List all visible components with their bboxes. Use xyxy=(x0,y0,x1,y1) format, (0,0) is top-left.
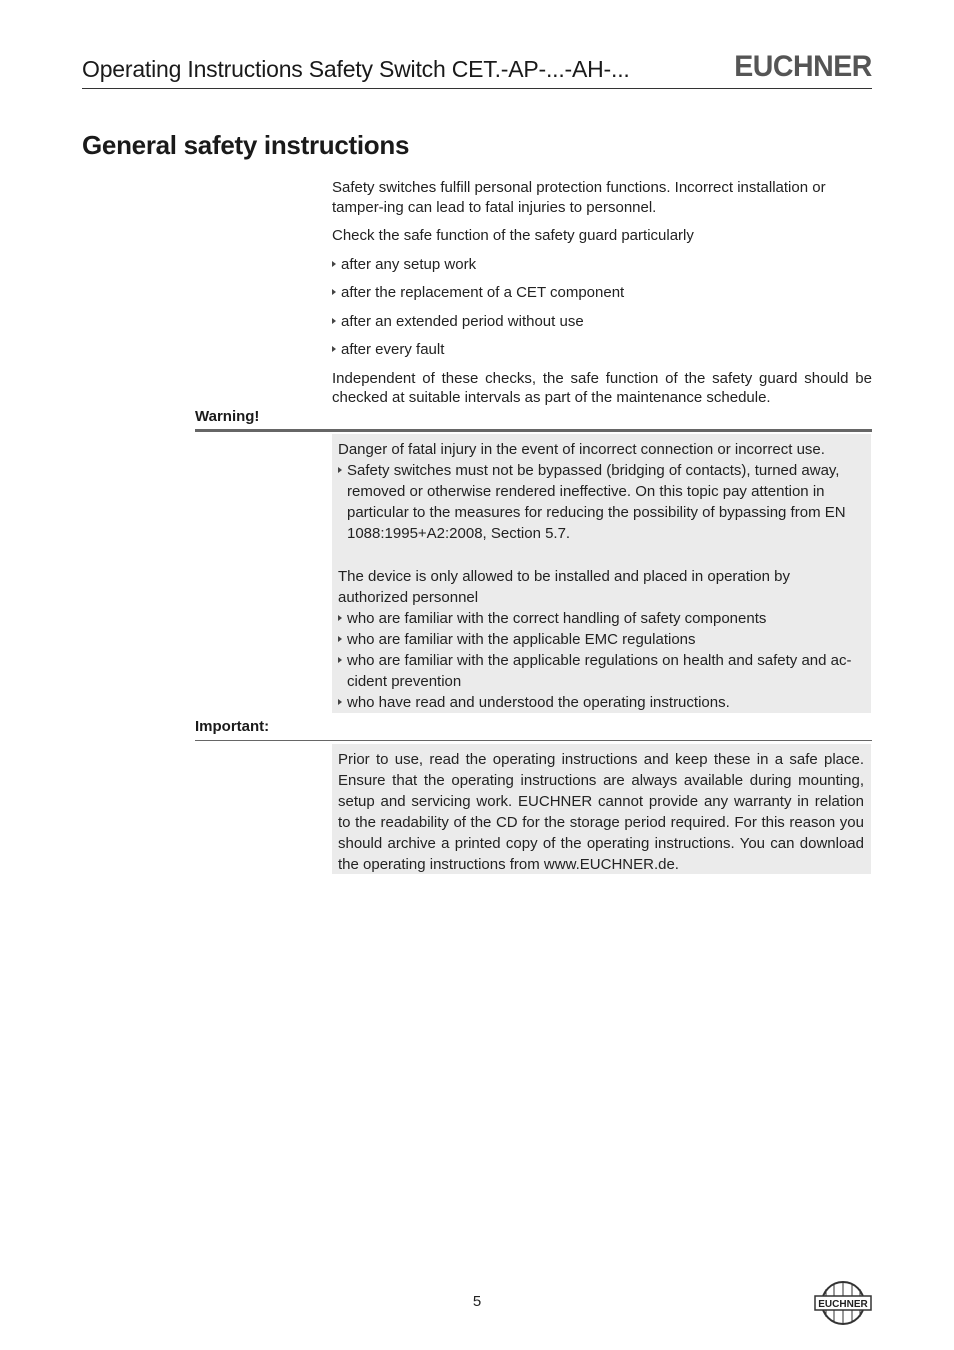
intro-paragraph-2: Check the safe function of the safety guard particularly xyxy=(332,227,694,244)
page-number: 5 xyxy=(472,1293,482,1310)
important-label: Important: xyxy=(195,718,270,735)
warning-label: Warning! xyxy=(195,408,260,425)
warning-box xyxy=(332,434,871,713)
logo-text: EUCHNER xyxy=(818,1299,868,1310)
intro-bullet-1: after any setup work xyxy=(332,255,872,275)
document-title: Operating Instructions Safety Switch CET.-AP-...-AH-... xyxy=(82,56,630,82)
important-rule xyxy=(195,740,872,741)
warning-rule xyxy=(195,429,872,432)
warning-bullet-1: who are familiar with the correct handling of safety components xyxy=(338,608,864,629)
warning-line-1: Danger of fatal injury in the event of incorrect connection or incorrect use. xyxy=(338,441,825,458)
warning-bullet-4: who have read and understood the operating instructions. xyxy=(338,692,864,713)
intro-column xyxy=(332,178,872,417)
intro-paragraph-3: Independent of these checks, the safe function of the safety guard should be checked at suitable intervals as part of the maintenance schedule. xyxy=(332,369,872,406)
warning-bullet-2: who are familiar with the applicable EMC regulations xyxy=(338,629,864,650)
brand-logo-text: EUCHNER xyxy=(734,50,872,83)
warning-bullet-3: who are familiar with the applicable regulations on health and safety and ac-cident prevention xyxy=(338,650,864,692)
important-text: Prior to use, read the operating instructions and keep these in a safe place. Ensure that the operating instructions are always available during mounting, setup and servicing work. EUCHNER cannot provide any warranty in relation to the readability of the CD for the storage period required. For this reason you should archive a printed copy of the operating instructions. You can download the operating instructions from www.EUCHNER.de. xyxy=(338,751,864,873)
warning-bullet-bypass: Safety switches must not be bypassed (bridging of contacts), turned away, removed or otherwise rendered ineffective. On this topic pay attention in particular to the measures for reducing the possibility of bypassing from EN 1088:1995+A2:2008, Section 5.7. xyxy=(338,460,864,544)
important-box xyxy=(332,744,871,874)
intro-bullet-4: after every fault xyxy=(332,340,872,360)
page-header xyxy=(82,50,872,89)
warning-spacer xyxy=(338,544,864,566)
section-title: General safety instructions xyxy=(82,130,410,160)
intro-paragraph-1: Safety switches fulfill personal protection functions. Incorrect installation or tamper-ing can lead to fatal injuries to personnel. xyxy=(332,179,826,216)
euchner-seal-logo xyxy=(814,1280,872,1326)
intro-bullet-3: after an extended period without use xyxy=(332,312,872,332)
intro-bullet-2: after the replacement of a CET component xyxy=(332,283,872,303)
warning-line-2: The device is only allowed to be installed and placed in operation by authorized personnel xyxy=(338,568,790,606)
